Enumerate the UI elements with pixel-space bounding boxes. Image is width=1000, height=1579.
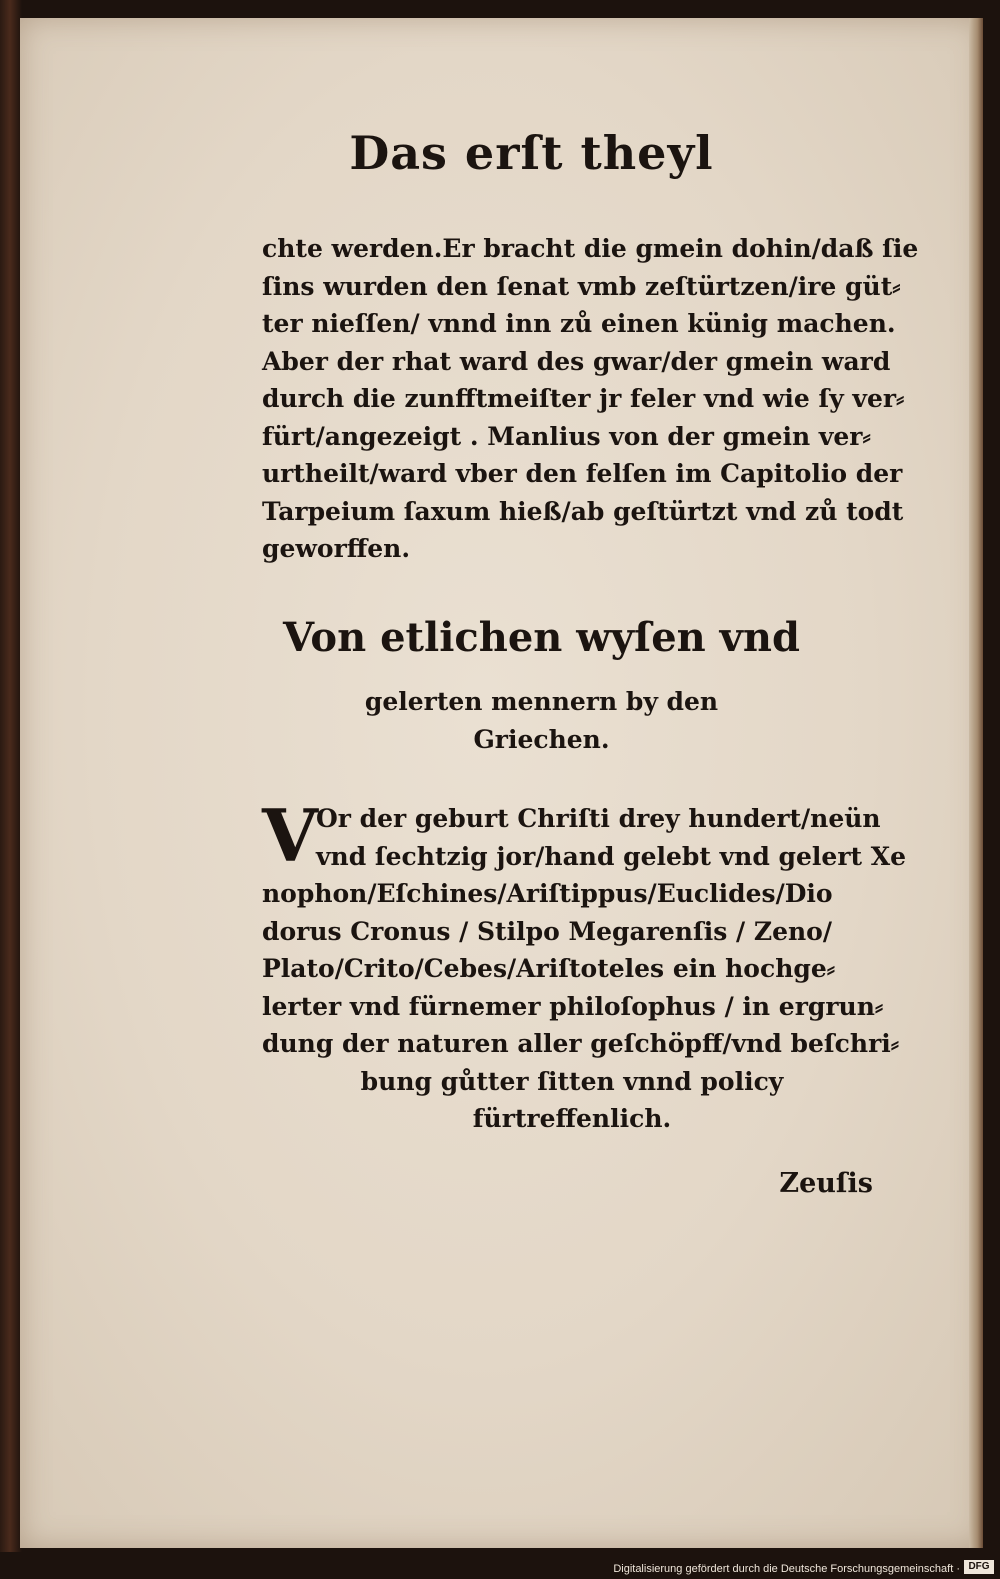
text-line: ſins wurden den ſenat vmb zeſtürtzen/ire güt⸗ xyxy=(262,271,901,301)
catchword: Zeuſis xyxy=(779,1168,873,1199)
text-line: Aber der rhat ward des gwar/der gmein ward xyxy=(262,346,891,376)
text-line: ter nieſſen/ vnnd inn zů einen künig machen. xyxy=(262,309,896,338)
text-line: Plato/Crito/Cebes/Ariſtoteles ein hochge⸗ xyxy=(262,954,836,983)
text-line: fürtreffenlich. xyxy=(472,1104,672,1133)
text-line: bung gůtter ſitten vnnd policy xyxy=(360,1066,784,1096)
text-line: Tarpeium ſaxum hieß/ab geſtürtzt vnd zů todt xyxy=(262,496,904,526)
text-line: nophon/Eſchines/Ariſtippus/Euclides/Dio xyxy=(262,879,833,908)
text-line: vnd ſechtzig jor/hand gelebt vnd gelert Xe xyxy=(316,841,907,871)
drop-cap-initial: V xyxy=(262,793,318,878)
paragraph-2 xyxy=(262,793,907,1138)
text-line: Or der geburt Chriſti drey hundert/neün xyxy=(316,804,881,833)
text-line: fürt/angezeigt . Manlius von der gmein ver⸗ xyxy=(262,421,871,451)
page-edge-shadow xyxy=(969,18,983,1548)
text-line: durch die zunfftmeiſter jr feler vnd wie ſy ver⸗ xyxy=(262,384,905,413)
subheading-line: Griechen. xyxy=(473,725,610,754)
text-line: dorus Cronus / Stilpo Megarenſis / Zeno/ xyxy=(262,916,832,946)
text-line: geworffen. xyxy=(262,534,411,563)
text-line: chte werden.Er bracht die gmein dohin/daß ſie xyxy=(262,234,919,263)
section-heading: Von etlichen wyſen vnd xyxy=(283,614,800,661)
paragraph-1 xyxy=(262,230,919,568)
book-page xyxy=(20,18,983,1548)
text-line: lerter vnd fürnemer philoſophus / in ergrun⸗ xyxy=(262,991,884,1021)
text-line: urtheilt/ward vber den felſen im Capitolio der xyxy=(262,459,903,488)
digitization-credit: Digitalisierung gefördert durch die Deutsche Forschungsgemeinschaft · xyxy=(613,1563,960,1575)
section-subheading xyxy=(60,683,1000,759)
running-head: Das erſt theyl xyxy=(349,126,714,180)
text-line: dung der naturen aller geſchöpff/vnd beſchri⸗ xyxy=(262,1029,900,1058)
dfg-logo: DFG xyxy=(964,1560,994,1574)
subheading-line: gelerten mennern by den xyxy=(364,687,719,716)
